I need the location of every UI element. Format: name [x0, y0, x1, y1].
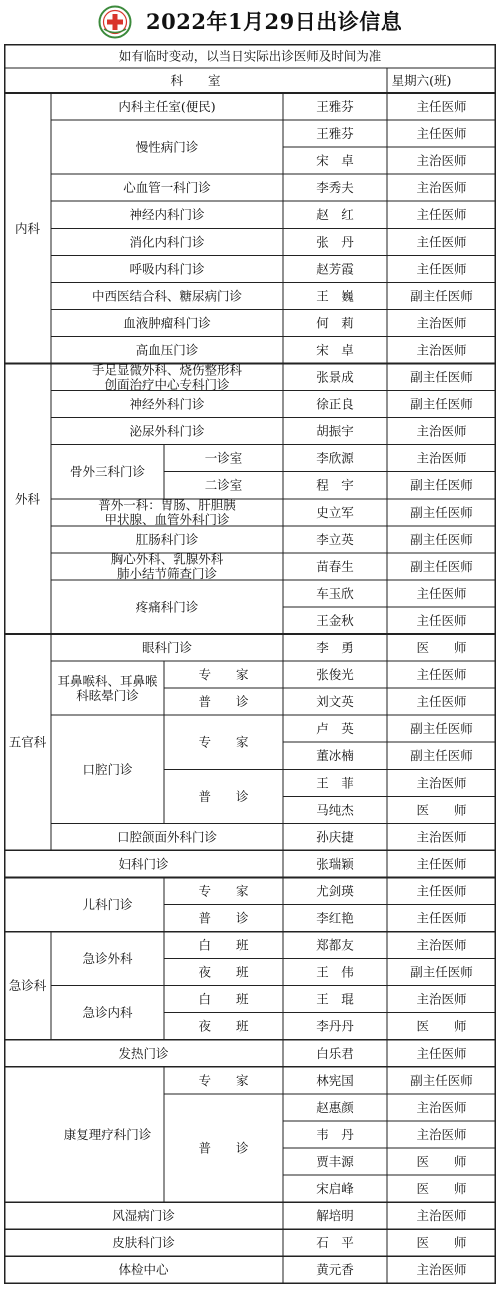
doctor-name: 李欣源	[316, 450, 354, 466]
doctor-title: 主任医师	[416, 234, 467, 250]
doctor-name: 石 平	[316, 1235, 354, 1251]
doctor-title: 医 师	[416, 802, 467, 818]
clinic-name: 泌尿外科门诊	[129, 423, 205, 439]
doctor-title: 副主任医师	[410, 964, 473, 980]
sub-room-label: 夜 班	[198, 1018, 249, 1034]
table-border	[5, 45, 496, 1284]
clinic-name: 普外一科：胃肠、肝胆胰甲状腺、血管外科门诊	[98, 497, 236, 528]
doctor-name: 宋启峰	[316, 1181, 354, 1197]
doctor-name: 解培明	[316, 1208, 354, 1224]
clinic-name: 胸心外科、乳腺外科肺小结节筛查门诊	[110, 551, 224, 582]
doctor-name: 李 勇	[316, 640, 354, 656]
doctor-title: 副主任医师	[410, 721, 473, 737]
clinic-name: 眼科门诊	[141, 640, 193, 656]
doctor-name: 赵芳霞	[316, 261, 354, 277]
doctor-name: 程 宇	[316, 477, 354, 493]
clinic-name: 血液肿瘤科门诊	[123, 315, 211, 331]
doctor-title: 医 师	[416, 1235, 467, 1251]
doctor-title: 主治医师	[416, 1208, 467, 1224]
clinic-name: 神经内科门诊	[129, 207, 205, 223]
doctor-title: 主治医师	[416, 1126, 467, 1142]
doctor-name: 宋 卓	[316, 342, 354, 358]
section-name: 外科	[14, 491, 41, 507]
doctor-name: 苗春生	[316, 558, 354, 574]
doctor-name: 刘文英	[316, 694, 354, 710]
header-department: 科 室	[170, 73, 221, 88]
doctor-title: 副主任医师	[410, 1072, 473, 1088]
doctor-title: 主治医师	[416, 153, 467, 169]
clinic-name: 疼痛科门诊	[135, 599, 199, 615]
doctor-title: 医 师	[416, 1153, 467, 1169]
doctor-name: 郑都友	[316, 937, 354, 953]
doctor-title: 副主任医师	[410, 558, 473, 574]
doctor-name: 黄元香	[316, 1262, 354, 1278]
doctor-name: 李立英	[316, 531, 354, 547]
sub-room-label: 专 家	[198, 1072, 249, 1088]
doctor-name: 张 丹	[316, 234, 354, 250]
doctor-title: 主治医师	[416, 315, 467, 331]
doctor-name: 马纯杰	[316, 802, 354, 818]
sub-room-label: 普 诊	[198, 788, 249, 804]
clinic-name: 心血管一科门诊	[123, 180, 211, 196]
doctor-title: 主治医师	[416, 775, 467, 791]
sub-room-label: 夜 班	[198, 964, 249, 980]
clinic-name: 消化内科门诊	[129, 234, 205, 250]
sub-room-label: 专 家	[198, 667, 249, 683]
doctor-title: 副主任医师	[410, 369, 473, 385]
clinic-name: 神经外科门诊	[129, 396, 205, 412]
clinic-name: 体检中心	[118, 1262, 169, 1278]
doctor-title: 主任医师	[416, 261, 467, 277]
doctor-title: 主任医师	[416, 99, 467, 115]
clinic-name: 中西医结合科、糖尿病门诊	[91, 288, 243, 304]
section-name: 五官科	[8, 734, 47, 750]
doctor-name: 徐正良	[316, 396, 354, 412]
doctor-title: 副主任医师	[410, 288, 473, 304]
doctor-name: 车玉欣	[316, 585, 354, 601]
doctor-name: 赵 红	[316, 207, 354, 223]
doctor-name: 李丹丹	[316, 1018, 354, 1034]
doctor-name: 李红艳	[316, 910, 354, 926]
clinic-name: 骨外三科门诊	[69, 464, 146, 480]
doctor-title: 主任医师	[416, 612, 467, 628]
doctor-title: 主治医师	[416, 180, 467, 196]
clinic-name: 口腔颌面外科门诊	[116, 829, 218, 845]
clinic-name: 发热门诊	[118, 1045, 169, 1061]
section-name: 内科	[14, 220, 41, 236]
doctor-name: 白乐君	[316, 1045, 354, 1061]
doctor-name: 胡振宇	[316, 423, 354, 439]
notice-text: 如有临时变动，以当日实际出诊医师及时间为准	[118, 48, 382, 64]
doctor-title: 主任医师	[416, 856, 467, 872]
doctor-title: 副主任医师	[410, 396, 473, 412]
sub-room-label: 普 诊	[198, 910, 249, 926]
doctor-name: 林宪国	[316, 1072, 354, 1088]
doctor-title: 副主任医师	[410, 748, 473, 764]
schedule-table	[4, 44, 496, 1300]
sub-room-label: 专 家	[198, 883, 249, 899]
sub-room-label: 专 家	[198, 734, 249, 750]
doctor-title: 主任医师	[416, 1045, 467, 1061]
doctor-title: 医 师	[416, 640, 467, 656]
doctor-name: 赵惠颜	[316, 1099, 354, 1115]
sub-room-label: 普 诊	[198, 694, 249, 710]
doctor-name: 卢 英	[316, 721, 354, 737]
doctor-title: 主治医师	[416, 937, 467, 953]
doctor-name: 王 伟	[316, 964, 354, 980]
clinic-name: 耳鼻喉科、耳鼻喉科眩晕门诊	[57, 673, 158, 703]
clinic-name: 肛肠科门诊	[135, 531, 199, 547]
page-header	[0, 0, 500, 44]
doctor-name: 韦 丹	[316, 1126, 354, 1142]
clinic-name: 急诊内科	[82, 1005, 133, 1021]
doctor-name: 王 巍	[316, 288, 354, 304]
sub-room-label: 白 班	[198, 991, 249, 1007]
doctor-title: 主治医师	[416, 423, 467, 439]
doctor-title: 主治医师	[416, 342, 467, 358]
clinic-name: 急诊外科	[82, 951, 133, 967]
header-day: 星期六(班)	[391, 73, 452, 88]
doctor-title: 主任医师	[416, 694, 467, 710]
doctor-name: 史立军	[316, 504, 354, 520]
page-title: 2022年1月29日出诊信息	[146, 9, 403, 34]
clinic-name: 康复理疗科门诊	[63, 1126, 152, 1142]
sub-room-label: 一诊室	[204, 450, 243, 466]
doctor-name: 王 菲	[316, 775, 354, 791]
hospital-logo-icon	[98, 5, 132, 39]
clinic-name: 手足显微外科、烧伤整形科创面治疗中心专科门诊	[91, 362, 243, 392]
doctor-name: 李秀夫	[316, 180, 354, 196]
doctor-title: 主治医师	[416, 1099, 467, 1115]
doctor-name: 董冰楠	[316, 748, 354, 764]
doctor-name: 尤剑瑛	[316, 883, 354, 899]
doctor-title: 副主任医师	[410, 477, 473, 493]
doctor-name: 王金秋	[316, 612, 354, 628]
section-name: 急诊科	[8, 978, 47, 994]
clinic-name: 慢性病门诊	[135, 139, 199, 155]
doctor-title: 主治医师	[416, 829, 467, 845]
sub-room-label: 二诊室	[204, 477, 243, 493]
doctor-title: 副主任医师	[410, 504, 473, 520]
clinic-name: 皮肤科门诊	[112, 1235, 175, 1251]
doctor-name: 王雅芬	[316, 99, 354, 115]
sub-room-label: 普 诊	[198, 1140, 249, 1156]
doctor-name: 孙庆捷	[316, 829, 354, 845]
doctor-title: 副主任医师	[410, 531, 473, 547]
doctor-title: 主任医师	[416, 126, 467, 142]
doctor-title: 主任医师	[416, 667, 467, 683]
clinic-name: 呼吸内科门诊	[129, 261, 205, 277]
doctor-name: 张俊光	[316, 667, 354, 683]
clinic-name: 口腔门诊	[82, 761, 133, 777]
doctor-name: 王 琨	[316, 991, 354, 1007]
doctor-title: 主任医师	[416, 585, 467, 601]
clinic-name: 风湿病门诊	[112, 1208, 175, 1224]
doctor-title: 主治医师	[416, 1262, 467, 1278]
doctor-title: 主治医师	[416, 450, 467, 466]
doctor-name: 王雅芬	[316, 126, 354, 142]
doctor-title: 主任医师	[416, 883, 467, 899]
doctor-title: 医 师	[416, 1181, 467, 1197]
doctor-title: 主治医师	[416, 991, 467, 1007]
doctor-title: 主任医师	[416, 910, 467, 926]
doctor-title: 主任医师	[416, 207, 467, 223]
doctor-name: 宋 卓	[316, 153, 354, 169]
doctor-name: 何 莉	[316, 315, 354, 331]
clinic-name: 儿科门诊	[82, 897, 133, 912]
clinic-name: 妇科门诊	[118, 856, 169, 872]
doctor-name: 张瑞颖	[316, 856, 354, 872]
doctor-name: 张景成	[316, 369, 354, 385]
doctor-name: 贾丰源	[316, 1153, 354, 1169]
clinic-name: 内科主任室(便民)	[118, 99, 216, 115]
doctor-title: 医 师	[416, 1018, 467, 1034]
clinic-name: 高血压门诊	[135, 342, 199, 358]
sub-room-label: 白 班	[198, 937, 249, 953]
